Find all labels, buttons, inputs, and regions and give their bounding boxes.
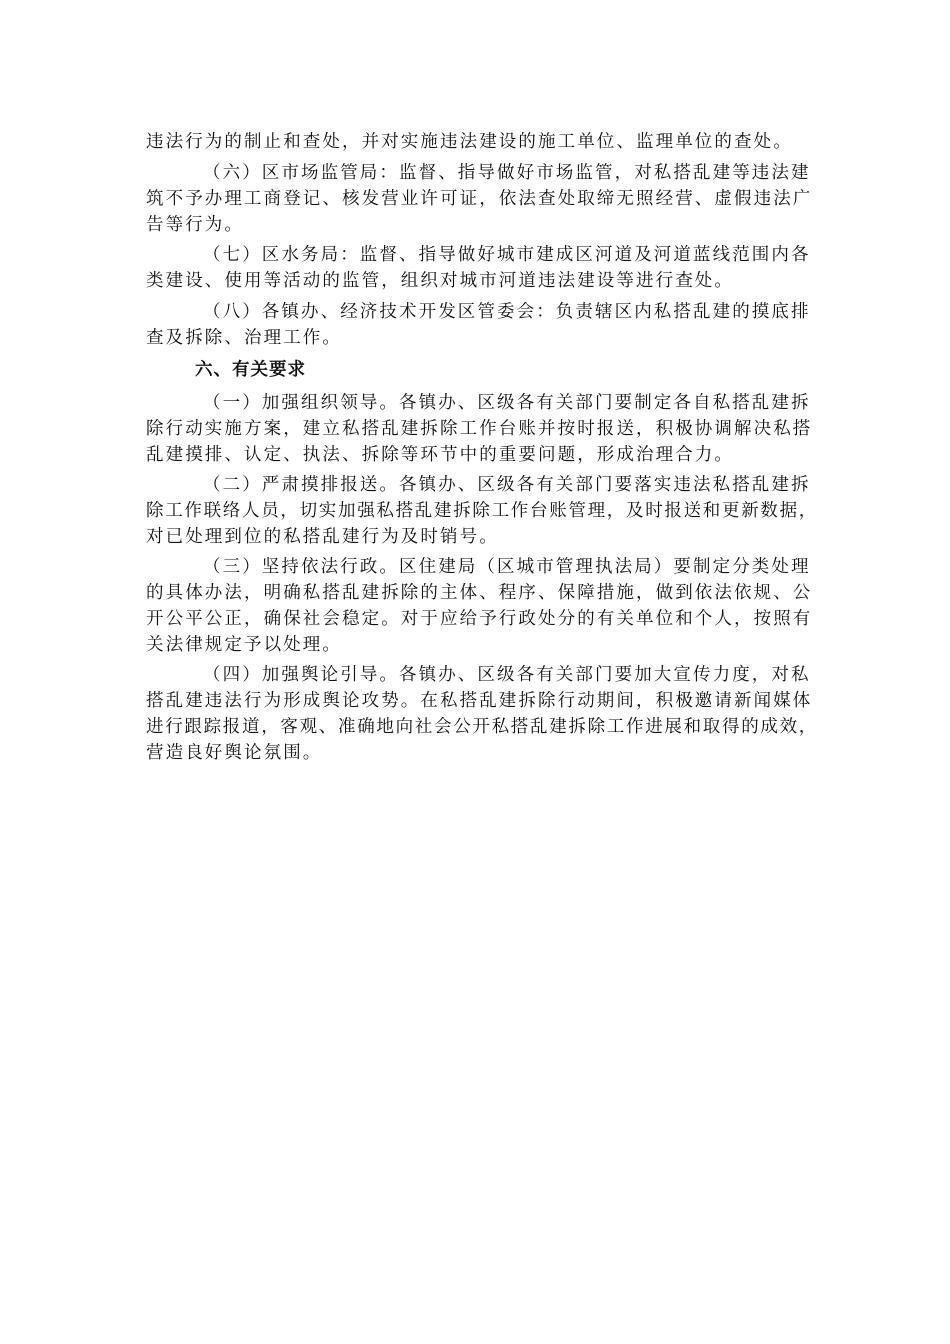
requirement-line: （三）坚持依法行政。区住建局（区城市管理执法局）要制定分类处理 bbox=[203, 557, 811, 577]
requirement-line: 除工作联络人员，切实加强私搭乱建拆除工作台账管理，及时报送和更新数据， bbox=[146, 501, 818, 521]
paragraph-line: （七）区水务局：监督、指导做好城市建成区河道及河道蓝线范围内各 bbox=[203, 245, 811, 265]
paragraph-line: 查及拆除、治理工作。 bbox=[146, 328, 342, 348]
paragraph-line: （六）区市场监管局：监督、指导做好市场监管，对私搭乱建等违法建 bbox=[203, 163, 811, 183]
paragraph-line: 告等行为。 bbox=[146, 215, 244, 235]
requirement-line: 关法律规定予以处理。 bbox=[146, 635, 342, 655]
paragraph-line: 类建设、使用等活动的监管，组织对城市河道违法建设等进行查处。 bbox=[146, 271, 734, 291]
requirement-line: 开公平公正，确保社会稳定。对于应给予行政处分的有关单位和个人，按照有 bbox=[146, 609, 813, 629]
requirement-line: 搭乱建违法行为形成舆论攻势。在私搭乱建拆除行动期间，积极邀请新闻媒体 bbox=[146, 691, 813, 711]
paragraph-line: 违法行为的制止和查处，并对实施违法建设的施工单位、监理单位的查处。 bbox=[146, 132, 793, 152]
requirement-line: 除行动实施方案，建立私搭乱建拆除工作台账并按时报送，积极协调解决私搭 bbox=[146, 419, 813, 439]
paragraph-line: 筑不予办理工商登记、核发营业许可证，依法查处取缔无照经营、虚假违法广 bbox=[146, 189, 813, 209]
paragraph-line: （八）各镇办、经济技术开发区管委会：负责辖区内私搭乱建的摸底排 bbox=[203, 302, 811, 322]
section-heading: 六、有关要求 bbox=[195, 360, 306, 380]
requirement-line: 的具体办法，明确私搭乱建拆除的主体、程序、保障措施，做到依法依规、公 bbox=[146, 583, 813, 603]
requirement-line: 营造良好舆论氛围。 bbox=[146, 743, 323, 763]
requirement-line: （四）加强舆论引导。各镇办、区级各有关部门要加大宣传力度，对私 bbox=[203, 665, 811, 685]
requirement-line: 对已处理到位的私搭乱建行为及时销号。 bbox=[146, 527, 499, 547]
requirement-line: 乱建摸排、认定、执法、拆除等环节中的重要问题，形成治理合力。 bbox=[146, 445, 734, 465]
requirement-line: 进行跟踪报道，客观、准确地向社会公开私搭乱建拆除工作进展和取得的成效， bbox=[146, 717, 818, 737]
requirement-line: （二）严肃摸排报送。各镇办、区级各有关部门要落实违法私搭乱建拆 bbox=[203, 475, 811, 495]
requirement-line: （一）加强组织领导。各镇办、区级各有关部门要制定各自私搭乱建拆 bbox=[203, 393, 811, 413]
